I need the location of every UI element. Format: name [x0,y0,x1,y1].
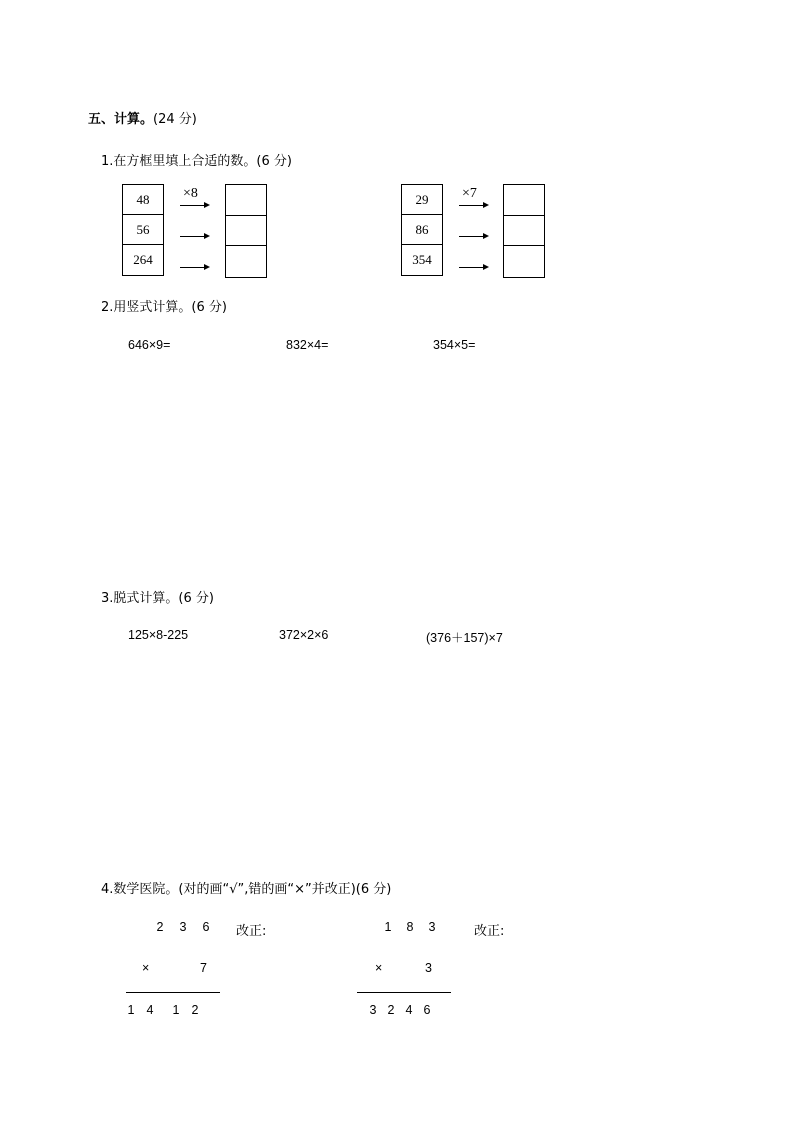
digit: 4 [146,1003,154,1017]
q1-left-input-cell: 56 [123,215,163,245]
digit: 4 [405,1003,413,1017]
q3-expression: (376＋157)×7 [426,631,503,645]
q1-left-input-cell: 48 [123,185,163,215]
arrow-icon [459,267,487,268]
q1-right-input-column [401,184,443,276]
answer-box[interactable] [226,185,266,216]
arrow-icon [180,267,208,268]
q4-label: 4.数学医院。(对的画“√”,错的画“×”并改正)(6 分) [101,882,392,897]
q4-right-multiplier: 3 [425,961,432,975]
q2-label: 2.用竖式计算。(6 分) [101,300,227,315]
section-title [88,108,197,127]
q4-right-times-sign: × [375,961,383,975]
digit: 1 [127,1003,135,1017]
section-points: (24 分) [153,112,197,127]
answer-box[interactable] [504,185,544,216]
q4-right-top-number [382,920,438,934]
digit: 6 [423,1003,431,1017]
q4-right-result [366,1003,434,1017]
q1-label: 1.在方框里填上合适的数。(6 分) [101,154,292,169]
digit: 3 [428,920,436,934]
q2-expression: 646×9= [128,338,171,352]
q4-right-correct-label: 改正: [474,924,505,939]
q3-expression: 125×8-225 [128,628,189,642]
digit: 3 [369,1003,377,1017]
q2-expression: 354×5= [433,338,476,352]
digit: 2 [387,1003,395,1017]
arrow-icon [180,205,208,206]
q4-left-times-sign: × [142,961,150,975]
q1-right-input-cell: 86 [402,215,442,245]
answer-box[interactable] [226,216,266,247]
q4-left-rule [126,992,220,993]
q4-left-correct-label: 改正: [236,924,267,939]
digit: 2 [191,1003,199,1017]
arrow-icon [180,236,208,237]
digit: 2 [156,920,164,934]
digit: 8 [406,920,414,934]
digit: 1 [172,1003,180,1017]
q4-left-result [124,1003,202,1017]
q1-left-answer-column [225,184,267,278]
q1-right-input-cell: 354 [412,252,432,267]
answer-box[interactable] [504,246,544,277]
q1-left-input-cell: 264 [133,252,153,267]
digit: 6 [202,920,210,934]
digit: 3 [179,920,187,934]
digit: 1 [384,920,392,934]
section-title-text: 五、计算。 [88,112,154,127]
q4-right-rule [357,992,451,993]
q1-right-operator: ×7 [462,186,477,201]
answer-box[interactable] [504,216,544,247]
q3-expression: 372×2×6 [279,628,329,642]
q2-expression: 832×4= [286,338,329,352]
q1-left-operator: ×8 [183,186,198,201]
arrow-icon [459,205,487,206]
q1-right-answer-column [503,184,545,278]
arrow-icon [459,236,487,237]
answer-box[interactable] [226,246,266,277]
q4-left-top-number [154,920,212,934]
q4-left-multiplier: 7 [200,961,207,975]
q3-label: 3.脱式计算。(6 分) [101,591,214,606]
q1-left-input-column [122,184,164,276]
q1-right-input-cell: 29 [402,185,442,215]
